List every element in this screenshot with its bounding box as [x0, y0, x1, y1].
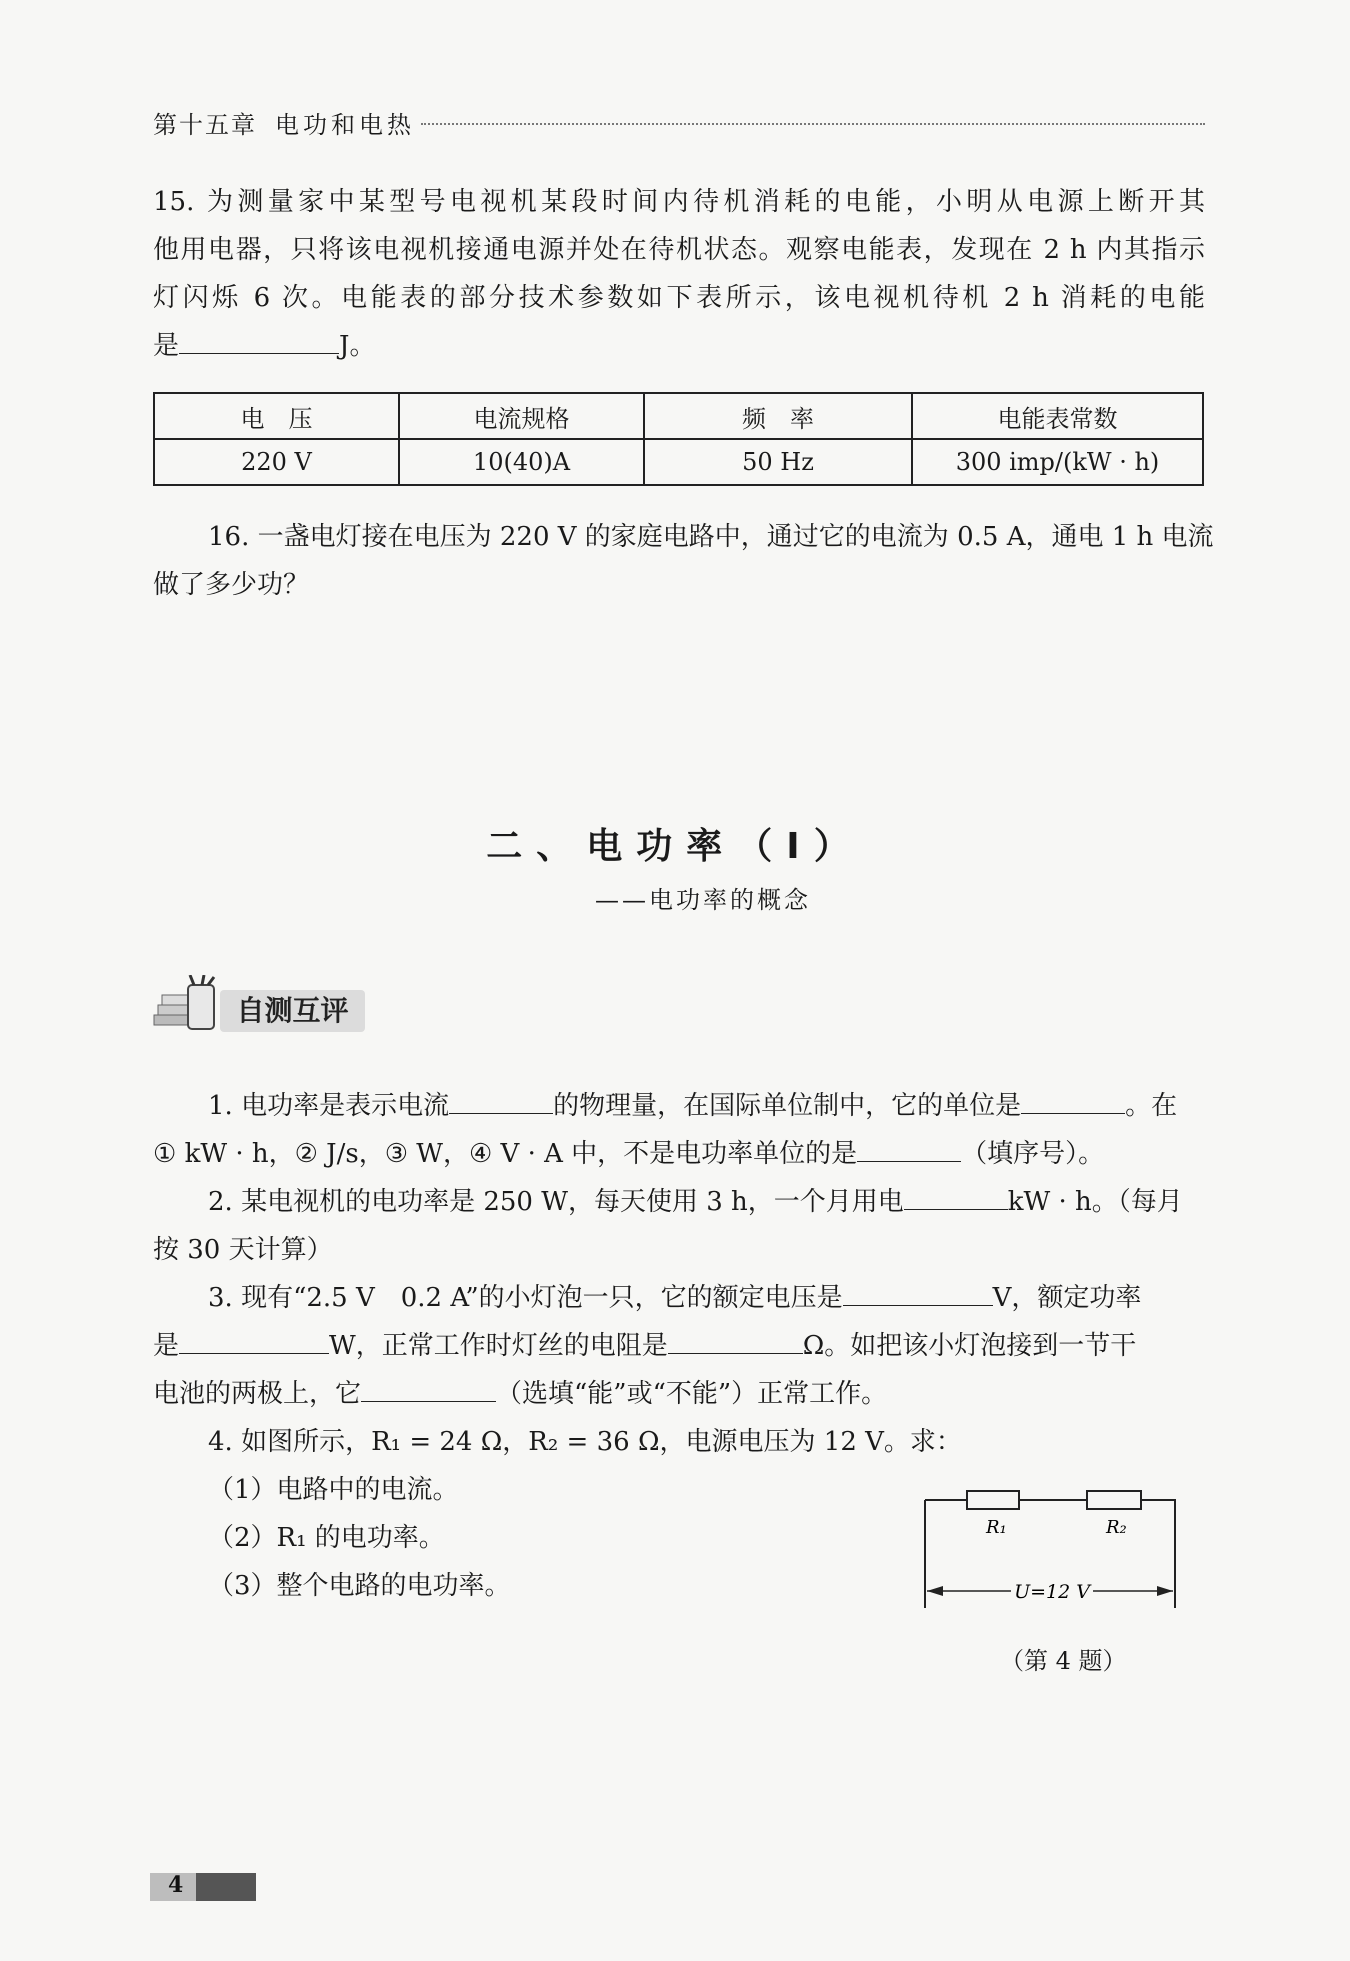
q2-line-2: 按 30 天计算） [153, 1235, 333, 1265]
q15-text: 是 [153, 331, 180, 361]
q15-answer-blank[interactable] [179, 323, 339, 354]
q3-blank-3[interactable] [668, 1323, 803, 1354]
circuit-diagram [915, 1478, 1185, 1638]
arrow-right-icon [1157, 1586, 1173, 1596]
table-header-meter-constant: 电能表常数 [912, 393, 1203, 439]
q2-text-a: 2. 某电视机的电功率是 250 W，每天使用 3 h，一个月用电 [208, 1187, 904, 1217]
q3-text-d: W，正常工作时灯丝的电阻是 [329, 1331, 668, 1361]
q3-text-e: Ω。如把该小灯泡接到一节干 [802, 1331, 1137, 1361]
q3-text-b: V，额定功率 [992, 1283, 1142, 1313]
resistor-r1-icon [967, 1491, 1019, 1509]
section-subtitle: ——电功率的概念 [595, 886, 811, 914]
q15-line-1: 15. 为测量家中某型号电视机某段时间内待机消耗的电能，小明从电源上断开其 [153, 187, 1205, 217]
q16-line-2: 做了多少功？ [153, 570, 310, 600]
page-number-bar [150, 1873, 256, 1901]
table-cell-meter-constant: 300 imp/(kW · h) [912, 439, 1203, 485]
q1-text-e: （填序号）。 [961, 1139, 1105, 1169]
q1-blank-3[interactable] [857, 1131, 961, 1162]
resistor-r2-icon [1087, 1491, 1141, 1509]
table-header-row [154, 393, 1203, 439]
q15-line-2: 他用电器，只将该电视机接通电源并处在待机状态。观察电能表，发现在 2 h 内其指示 [153, 235, 1205, 265]
figure-caption: （第 4 题） [1000, 1647, 1127, 1675]
q3-text-c: 是 [153, 1331, 180, 1361]
q3-line-3 [153, 1370, 1205, 1418]
table-cell-voltage: 220 V [154, 439, 399, 485]
q4-sub-3: （3）整个电路的电功率。 [208, 1571, 511, 1601]
q3-blank-4[interactable] [361, 1371, 496, 1402]
running-header [153, 105, 1205, 145]
q16-line-1: 16. 一盏电灯接在电压为 220 V 的家庭电路中，通过它的电流为 0.5 A，通电 1 h 电流 [208, 522, 1214, 552]
chapter-title: 电功和电热 [275, 111, 415, 139]
q15-line-4 [153, 322, 1205, 370]
q1-line-2 [153, 1130, 1205, 1178]
q3-line-1 [208, 1274, 1205, 1322]
q2-line-1 [208, 1178, 1205, 1226]
table-header-voltage: 电 压 [154, 393, 399, 439]
q2-blank[interactable] [904, 1179, 1008, 1210]
r1-label: R₁ [986, 1517, 1007, 1538]
q15-unit: J。 [339, 331, 376, 361]
q3-text-g: （选填“能”或“不能”）正常工作。 [496, 1379, 888, 1409]
q15-line-3: 灯闪烁 6 次。电能表的部分技术参数如下表所示，该电视机待机 2 h 消耗的电能 [153, 283, 1205, 313]
page-number: 4 [168, 1872, 184, 1898]
self-test-badge [150, 975, 370, 1045]
arrow-left-icon [927, 1586, 943, 1596]
table-cell-current: 10(40)A [399, 439, 644, 485]
q1-blank-2[interactable] [1021, 1083, 1125, 1114]
badge-label: 自测互评 [220, 990, 365, 1032]
table-cell-frequency: 50 Hz [644, 439, 912, 485]
table-header-current: 电流规格 [399, 393, 644, 439]
r2-label: R₂ [1106, 1517, 1127, 1538]
q4-intro: 4. 如图所示，R₁ = 24 Ω，R₂ = 36 Ω，电源电压为 12 V。求： [208, 1427, 962, 1457]
meter-parameters-table [153, 392, 1204, 486]
q3-line-2 [153, 1322, 1205, 1370]
q1-text-d: ① kW · h，② J/s，③ W，④ V · A 中，不是电功率单位的是 [153, 1139, 858, 1169]
q2-text-b: kW · h。（每月 [1007, 1187, 1183, 1217]
q3-text-f: 电池的两极上，它 [153, 1379, 362, 1409]
books-pencil-icon [150, 975, 230, 1045]
q3-blank-1[interactable] [843, 1275, 993, 1306]
q1-text-b: 的物理量，在国际单位制中，它的单位是 [553, 1091, 1022, 1121]
q4-sub-1: （1）电路中的电流。 [208, 1475, 459, 1505]
chapter-label: 第十五章 [153, 111, 257, 139]
header-dotted-rule [421, 123, 1205, 125]
q4-sub-2: （2）R₁ 的电功率。 [208, 1523, 445, 1553]
q3-blank-2[interactable] [179, 1323, 329, 1354]
q1-text-a: 1. 电功率是表示电流 [208, 1091, 450, 1121]
q1-line-1 [208, 1082, 1205, 1130]
q1-text-c: 。在 [1125, 1091, 1178, 1121]
voltage-label: U=12 V [1014, 1581, 1090, 1603]
section-title: 二、电功率（Ⅰ） [486, 826, 864, 867]
table-row [154, 439, 1203, 485]
table-header-frequency: 频 率 [644, 393, 912, 439]
q3-text-a: 3. 现有“2.5 V 0.2 A”的小灯泡一只，它的额定电压是 [208, 1283, 843, 1313]
q1-blank-1[interactable] [449, 1083, 553, 1114]
